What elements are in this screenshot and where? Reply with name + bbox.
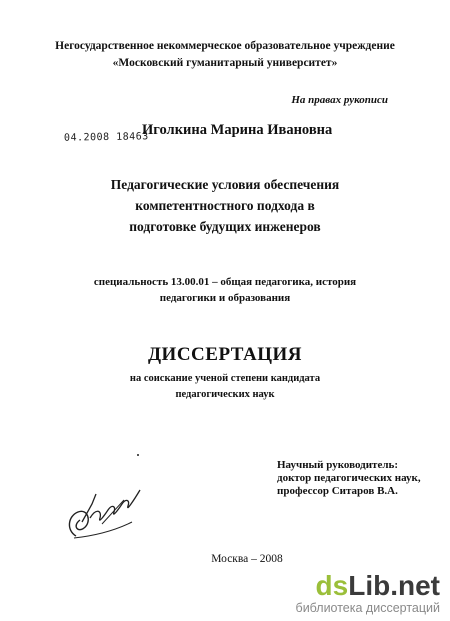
dslib-watermark xyxy=(296,572,440,615)
author-name: Иголкина Марина Ивановна xyxy=(142,122,333,138)
author-signature-image xyxy=(62,478,152,548)
degree-line-1: на соискание ученой степени кандидата xyxy=(129,373,321,384)
degree-line-2: педагогических наук xyxy=(175,389,275,400)
document-type-heading: ДИССЕРТАЦИЯ xyxy=(147,344,303,365)
registration-stamp: 04.2008 18463 xyxy=(63,131,149,144)
institution-name: Негосударственное некоммерческое образовательное учреждение xyxy=(55,40,395,52)
supervisor-label: Научный руководитель: xyxy=(277,459,398,471)
supervisor-name: профессор Ситаров В.А. xyxy=(277,485,398,497)
title-line-1: Педагогические условия обеспечения xyxy=(110,177,340,192)
city-and-year: Москва – 2008 xyxy=(211,553,283,565)
speck xyxy=(137,454,139,456)
dslib-subtitle: библиотека диссертаций xyxy=(295,601,440,615)
specialty-line-1: специальность 13.00.01 – общая педагогика, история xyxy=(93,276,357,288)
specialty-line-2: педагогики и образования xyxy=(159,292,291,304)
university-name: «Московский гуманитарный университет» xyxy=(112,57,338,69)
dslib-logo: dsLib.net xyxy=(315,570,440,601)
supervisor-degree: доктор педагогических наук, xyxy=(277,472,421,484)
title-line-3: подготовке будущих инженеров xyxy=(129,219,321,234)
manuscript-rights-note: На правах рукописи xyxy=(291,94,388,106)
title-line-2: компетентностного подхода в xyxy=(135,198,315,213)
